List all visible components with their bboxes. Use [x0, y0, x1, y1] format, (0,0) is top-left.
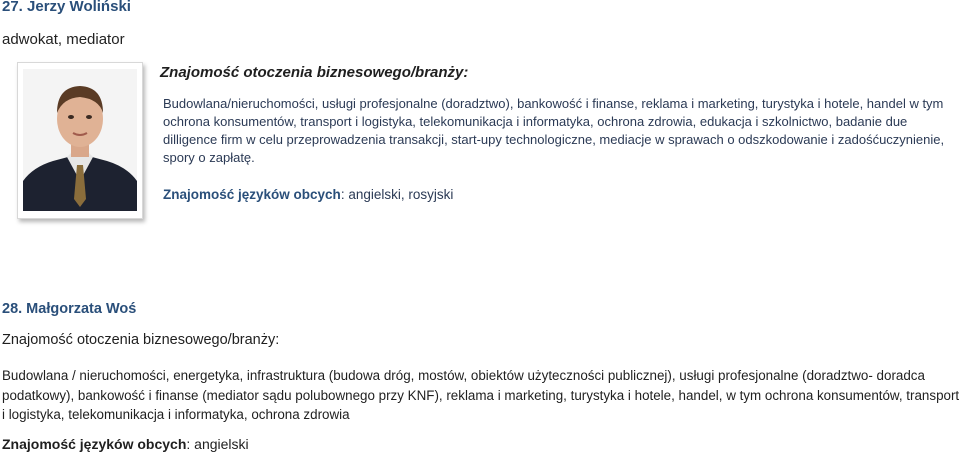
portrait-image — [23, 69, 137, 211]
languages-value: : angielski, rosyjski — [340, 187, 454, 202]
languages-line — [2, 436, 249, 452]
languages-label: Znajomość języków obcych — [2, 436, 187, 452]
portrait-photo — [17, 62, 143, 219]
languages-line — [163, 187, 453, 202]
industry-heading: Znajomość otoczenia biznesowego/branży: — [2, 332, 280, 348]
languages-value: : angielski — [186, 436, 249, 452]
person-name: 27. Jerzy Woliński — [2, 0, 131, 15]
person-role: adwokat, mediator — [2, 31, 125, 48]
person-name: 28. Małgorzata Woś — [2, 301, 137, 317]
industry-text: Budowlana/nieruchomości, usługi profesjonalne (doradztwo), bankowość i finanse, reklama i marketing, turystyka i hotele, handel w tym ochrona konsumentów, transport i logistyka, telekomunikacja i informatyka, ochrona zdrowia, edukacja i szkolnictwo, badanie due dilligence firm w celu przeprowadzenia transakcji, start-upy technologiczne, mediacje w sprawach o odszkodowanie i zadośćuczynienie, spory o zapłatę. — [163, 96, 945, 165]
languages-label: Znajomość języków obcych — [163, 187, 341, 202]
industry-heading: Znajomość otoczenia biznesowego/branży: — [160, 64, 469, 81]
industry-text: Budowlana / nieruchomości, energetyka, infrastruktura (budowa dróg, mostów, obiektów użyteczności publicznej), usługi profesjonalne (doradztwo- doradca podatkowy), bankowość i finanse (mediator sądu polubownego przy KNF), reklama i marketing, turystyka i hotele, handel, w tym ochrona konsumentów, transport i logistyka, telekomunikacja i informatyka, ochrona zdrowia — [2, 368, 960, 422]
